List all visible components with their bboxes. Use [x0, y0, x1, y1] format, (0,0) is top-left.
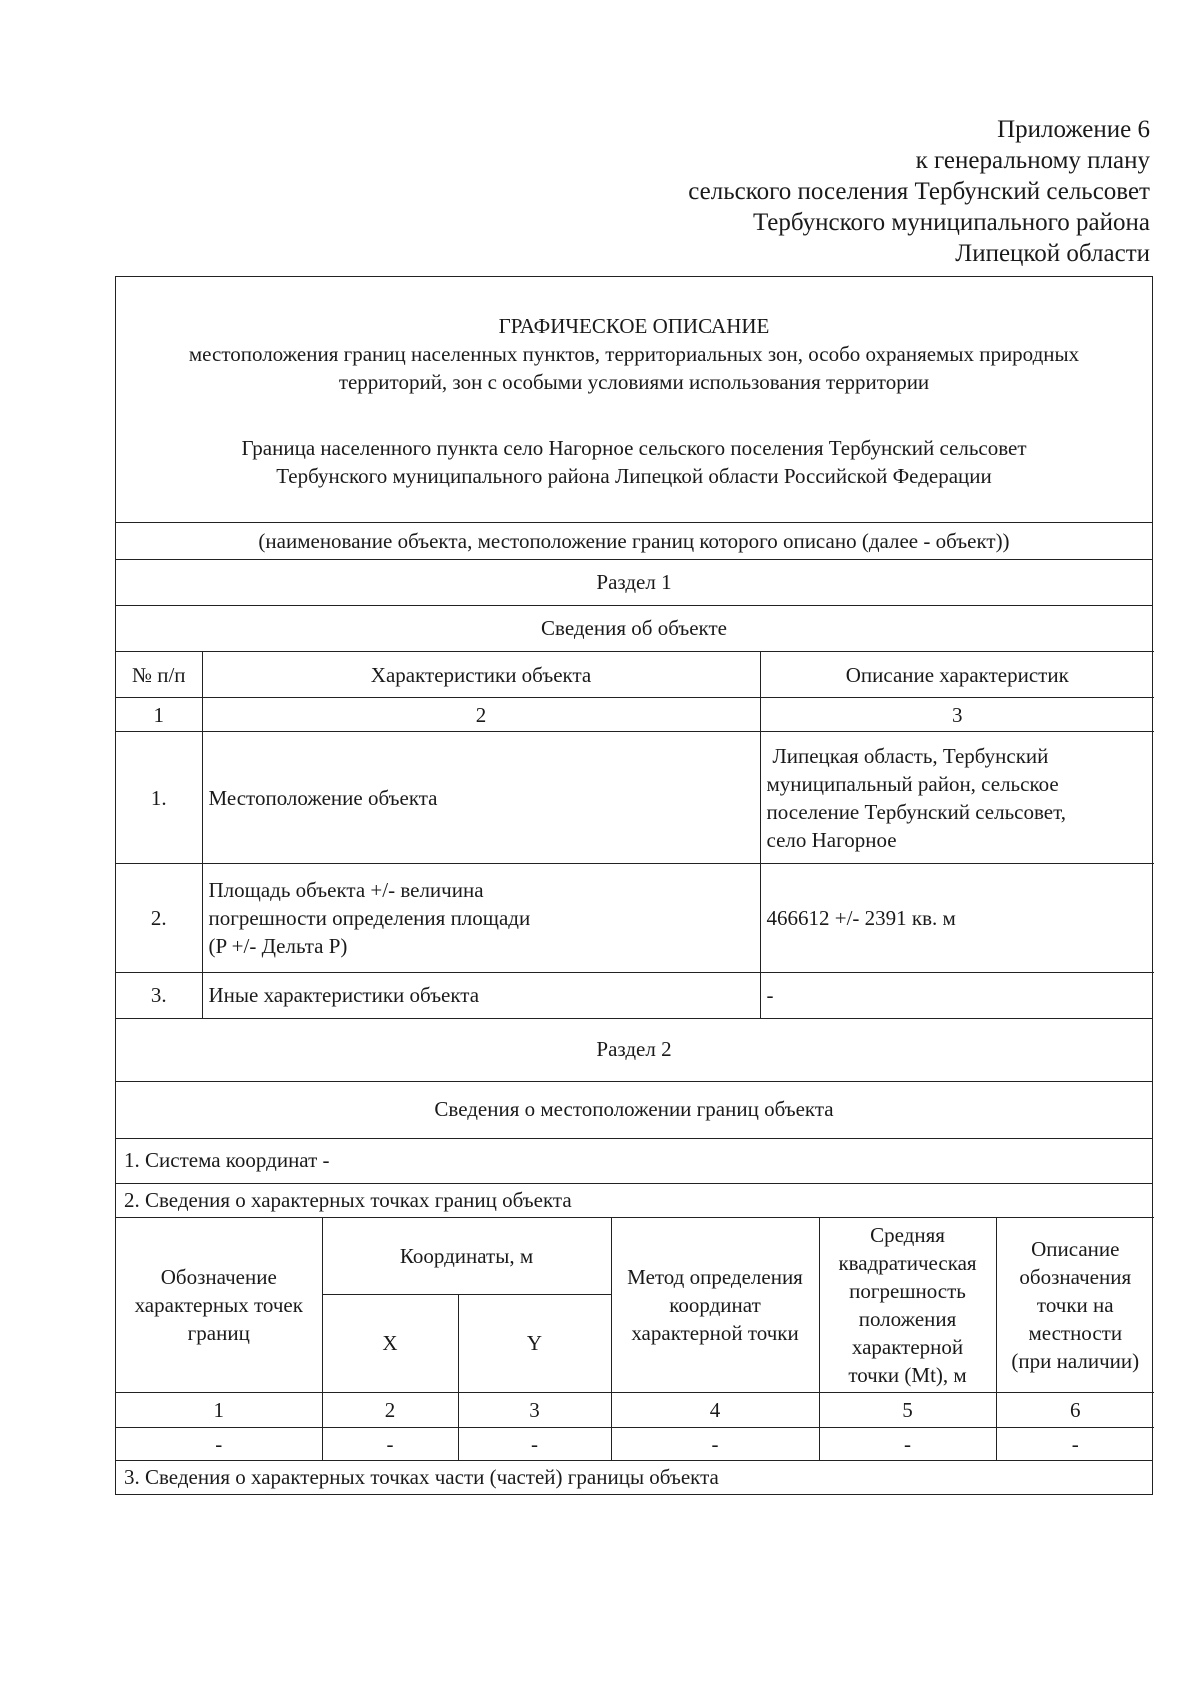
- header-line: характерной точки: [631, 1320, 799, 1345]
- object-info-table: [116, 651, 1154, 1018]
- appendix-line: Тербунского муниципального района: [752, 209, 1150, 236]
- boundary-points-table: [116, 1217, 1154, 1461]
- description-line: муниципальный район, сельское: [766, 771, 1059, 796]
- table-row: [116, 973, 1154, 1018]
- description-line: село Нагорное: [766, 827, 897, 852]
- table-cell: -: [458, 1427, 611, 1460]
- header-line: погрешность: [849, 1278, 966, 1303]
- header-line: (при наличии): [1011, 1348, 1140, 1373]
- appendix-header: [250, 114, 1150, 269]
- column-number: 5: [819, 1392, 996, 1427]
- description-line: поселение Тербунский сельсовет,: [766, 799, 1066, 824]
- column-number: 1: [116, 1392, 322, 1427]
- header-line: характерных точек: [134, 1292, 303, 1317]
- column-header: Описание характеристик: [760, 652, 1154, 698]
- header-line: Метод определения: [627, 1264, 803, 1289]
- object-caption-text: (наименование объекта, местоположение границ которого описано (далее - объект)): [258, 528, 1010, 553]
- document-subtitle-line: местоположения границ населенных пунктов, территориальных зон, особо охраняемых природных: [188, 342, 1080, 366]
- section2-subtitle: [116, 1081, 1152, 1138]
- description-line: Липецкая область, Тербунский: [772, 743, 1049, 768]
- table-row: [116, 732, 1154, 864]
- appendix-line: к генеральному плану: [915, 147, 1150, 174]
- points-title-text: 2. Сведения о характерных точках границ объекта: [124, 1187, 572, 1212]
- document-title: ГРАФИЧЕСКОЕ ОПИСАНИЕ: [498, 314, 770, 338]
- row-characteristic: Иные характеристики объекта: [202, 973, 760, 1018]
- column-header-point-designation: [116, 1217, 322, 1392]
- parts-title-row: [116, 1460, 1152, 1494]
- table-cell: -: [611, 1427, 819, 1460]
- object-name-line: Тербунского муниципального района Липецкой области Российской Федерации: [276, 464, 992, 488]
- column-header-point-description: [996, 1217, 1154, 1392]
- header-line: Средняя: [870, 1222, 945, 1247]
- points-title-row: [116, 1183, 1152, 1217]
- parts-title-text: 3. Сведения о характерных точках части (частей) границы объекта: [124, 1465, 719, 1489]
- object-name-line: Граница населенного пункта село Нагорное сельского поселения Тербунский сельсовет: [241, 436, 1027, 460]
- row-number: 1.: [116, 732, 202, 864]
- characteristic-line: Площадь объекта +/- величина: [208, 878, 484, 902]
- row-number: 3.: [116, 973, 202, 1018]
- header-line: координат: [669, 1292, 761, 1317]
- coordinate-system-row: [116, 1138, 1152, 1183]
- table-row: [116, 1427, 1154, 1460]
- column-header-mean-error: [819, 1217, 996, 1392]
- column-header-y: Y: [458, 1294, 611, 1392]
- row-characteristic: Местоположение объекта: [202, 732, 760, 864]
- section1-title-text: Раздел 1: [596, 570, 672, 594]
- row-description: 466612 +/- 2391 кв. м: [760, 864, 1154, 973]
- table-cell: -: [819, 1427, 996, 1460]
- section2-title: [116, 1018, 1152, 1081]
- characteristic-line: погрешности определения площади: [208, 906, 531, 930]
- header-line: квадратическая: [838, 1250, 977, 1275]
- section1-subtitle-text: Сведения об объекте: [541, 616, 727, 640]
- appendix-line: сельского поселения Тербунский сельсовет: [688, 178, 1150, 205]
- column-number: 3: [760, 698, 1154, 732]
- row-number: 2.: [116, 864, 202, 973]
- object-caption: [116, 522, 1152, 559]
- document-frame: [115, 276, 1153, 1495]
- header-line: местности: [1028, 1320, 1123, 1345]
- table-header-row: [116, 1217, 1154, 1294]
- coordinate-system-text: 1. Система координат -: [124, 1148, 330, 1172]
- section1-subtitle: [116, 605, 1152, 651]
- column-number: 2: [202, 698, 760, 732]
- column-number: 1: [116, 698, 202, 732]
- document-subtitle-line: территорий, зон с особыми условиями использования территории: [338, 370, 930, 394]
- column-number: 4: [611, 1392, 819, 1427]
- table-cell: -: [996, 1427, 1154, 1460]
- appendix-line: Липецкой области: [955, 240, 1150, 267]
- header-line: обозначения: [1019, 1264, 1132, 1289]
- header-line: точки (Mt), м: [848, 1362, 967, 1387]
- appendix-line: Приложение 6: [997, 116, 1150, 143]
- title-block: [116, 277, 1152, 522]
- table-cell: -: [116, 1427, 322, 1460]
- header-line: Обозначение: [160, 1264, 277, 1289]
- row-characteristic: [202, 864, 760, 973]
- header-line: Описание: [1031, 1236, 1120, 1261]
- header-line: положения: [858, 1306, 957, 1331]
- section1-title: [116, 559, 1152, 605]
- row-description: -: [760, 973, 1154, 1018]
- column-header-coordinates: Координаты, м: [322, 1217, 611, 1294]
- section2-subtitle-text: Сведения о местоположении границ объекта: [434, 1097, 834, 1121]
- column-header-x: X: [322, 1294, 458, 1392]
- table-cell: -: [322, 1427, 458, 1460]
- column-number: 3: [458, 1392, 611, 1427]
- column-header-method: [611, 1217, 819, 1392]
- table-header-row: [116, 652, 1154, 698]
- row-description: [760, 732, 1154, 864]
- column-header: Характеристики объекта: [202, 652, 760, 698]
- column-number: 2: [322, 1392, 458, 1427]
- column-header: № п/п: [116, 652, 202, 698]
- header-line: границ: [187, 1320, 250, 1345]
- section2-title-text: Раздел 2: [596, 1037, 672, 1061]
- column-number: 6: [996, 1392, 1154, 1427]
- header-line: точки на: [1036, 1292, 1114, 1317]
- column-number-row: [116, 1392, 1154, 1427]
- header-line: характерной: [851, 1334, 964, 1359]
- characteristic-line: (P +/- Дельта P): [208, 934, 348, 958]
- column-number-row: [116, 698, 1154, 732]
- table-row: [116, 864, 1154, 973]
